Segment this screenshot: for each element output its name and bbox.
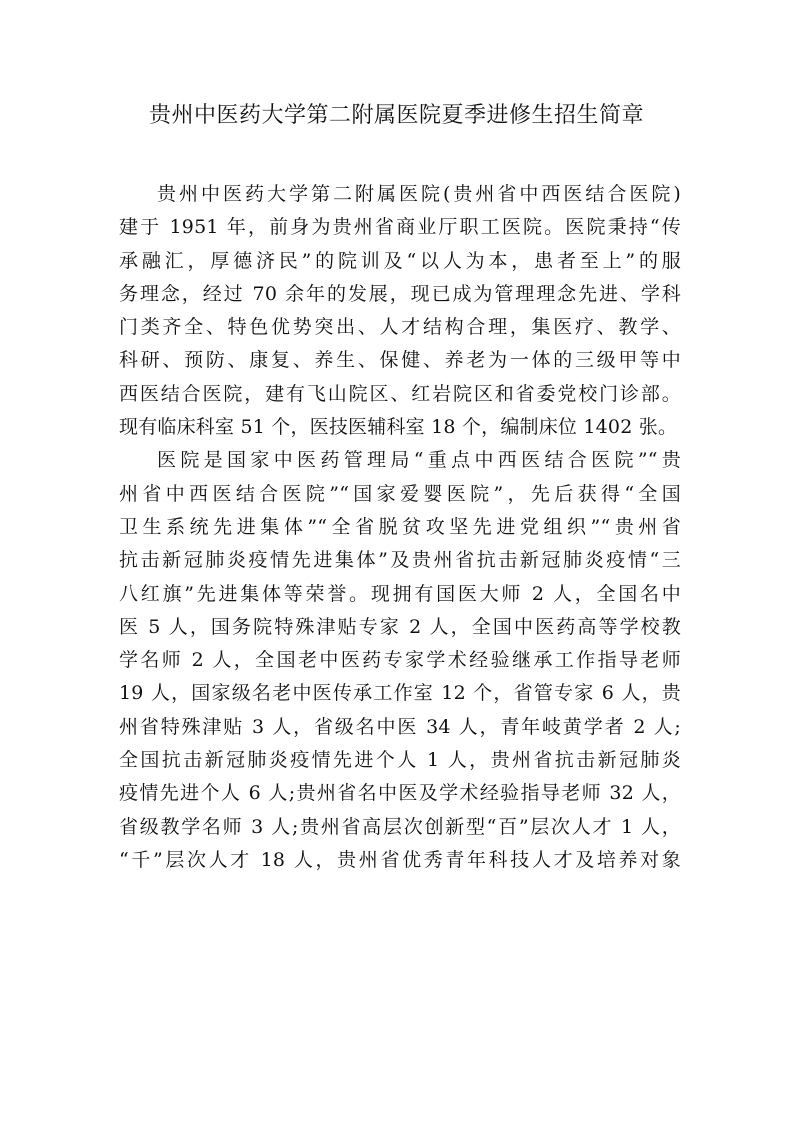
text-line: 建于 1951 年，前身为贵州省商业厅职工医院。医院秉持“传: [119, 216, 681, 239]
document-body: [119, 178, 681, 877]
text-line: 承融汇，厚德济民”的院训及“以人为本，患者至上”的服: [119, 249, 681, 272]
text-line: 州省特殊津贴 3 人，省级名中医 34 人，青年岐黄学者 2 人;: [119, 715, 681, 738]
text-line: 科研、预防、康复、养生、保健、养老为一体的三级甲等中: [119, 349, 681, 372]
text-line: 西医结合医院，建有飞山院区、红岩院区和省委党校门诊部。: [119, 382, 681, 405]
text-line: 八红旗”先进集体等荣誉。现拥有国医大师 2 人，全国名中: [119, 582, 681, 605]
text-line: 省级教学名师 3 人;贵州省高层次创新型“百”层次人才 1 人，: [119, 815, 681, 838]
text-line: 卫生系统先进集体”“全省脱贫攻坚先进党组织”“贵州省: [119, 515, 681, 538]
text-line: 医 5 人，国务院特殊津贴专家 2 人，全国中医药高等学校教: [119, 615, 681, 638]
text-line: 务理念，经过 70 余年的发展，现已成为管理理念先进、学科: [119, 282, 681, 305]
text-line: 19 人，国家级名老中医传承工作室 12 个，省管专家 6 人，贵: [119, 682, 681, 705]
text-line: 贵州中医药大学第二附属医院(贵州省中西医结合医院): [157, 183, 681, 205]
text-line: 学名师 2 人，全国老中医药专家学术经验继承工作指导老师: [119, 649, 681, 672]
text-line: 抗击新冠肺炎疫情先进集体”及贵州省抗击新冠肺炎疫情“三: [119, 549, 681, 572]
text-line: 疫情先进个人 6 人;贵州省名中医及学术经验指导老师 32 人，: [119, 782, 681, 805]
text-line: “千”层次人才 18 人，贵州省优秀青年科技人才及培养对象: [119, 848, 681, 871]
text-line: 医院是国家中医药管理局“重点中西医结合医院”“贵: [157, 449, 681, 472]
paragraph: [119, 178, 681, 444]
text-line: 全国抗击新冠肺炎疫情先进个人 1 人，贵州省抗击新冠肺炎: [119, 749, 681, 772]
text-line: 现有临床科室 51 个，医技医辅科室 18 个，编制床位 1402 张。: [119, 416, 678, 439]
paragraph: [119, 444, 681, 877]
text-line: 州省中西医结合医院”“国家爱婴医院”，先后获得“全国: [119, 482, 681, 505]
page-title: 贵州中医药大学第二附属医院夏季进修生招生简章: [148, 103, 644, 128]
text-line: 门类齐全、特色优势突出、人才结构合理，集医疗、教学、: [119, 316, 681, 339]
